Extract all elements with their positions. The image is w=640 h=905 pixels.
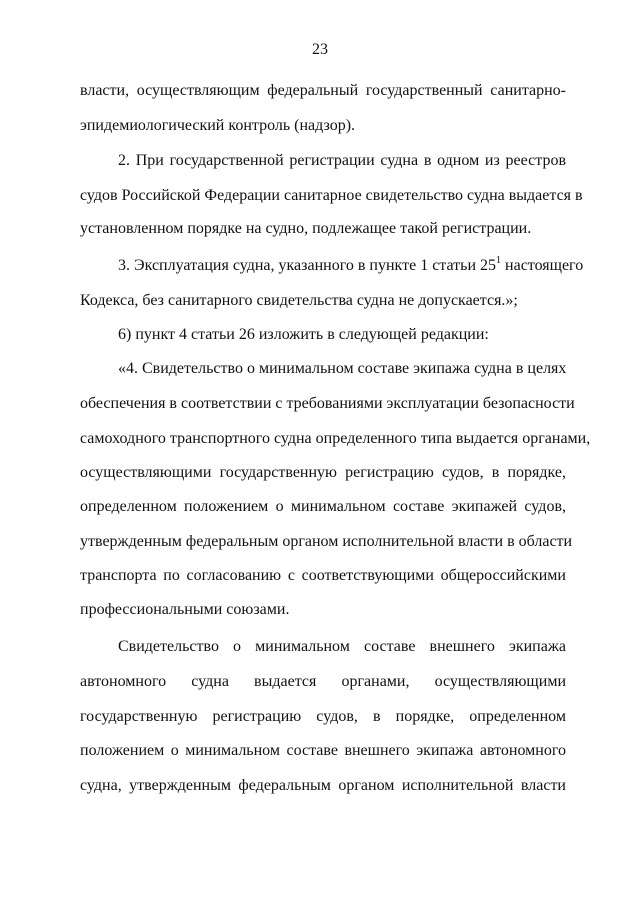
text-line: определенном положением о минимальном составе экипажей судов, (80, 498, 566, 515)
text-line: эпидемиологический контроль (надзор). (80, 117, 356, 134)
page-number: 23 (312, 41, 328, 58)
text-line: власти, осуществляющим федеральный государственный санитарно- (80, 82, 566, 99)
text-fragment: 3. Эксплуатация судна, указанного в пункте 1 статьи 25 (118, 257, 497, 274)
paragraph-first-line: 2. При государственной регистрации судна в одном из реестров (118, 152, 566, 169)
text-line: транспорта по согласованию с соответствующими общероссийскими (80, 567, 566, 584)
text-line: положением о минимальном составе внешнего экипажа автономного (80, 742, 566, 759)
text-line: установленном порядке на судно, подлежащее такой регистрации. (80, 220, 532, 237)
text-line: Кодекса, без санитарного свидетельства судна не допускается.»; (80, 292, 518, 309)
text-line: самоходного транспортного судна определенного типа выдается органами, (80, 430, 591, 447)
text-fragment: настоящего (501, 257, 584, 274)
text-line: судов Российской Федерации санитарное свидетельство судна выдается в (80, 187, 583, 204)
paragraph-first-line: 6) пункт 4 статьи 26 изложить в следующей редакции: (118, 326, 489, 343)
text-line: обеспечения в соответствии с требованиями эксплуатации безопасности (80, 395, 575, 412)
text-line: осуществляющими государственную регистрацию судов, в порядке, (80, 464, 566, 481)
paragraph-first-line (118, 255, 584, 276)
text-line: судна, утвержденным федеральным органом исполнительной власти (80, 777, 566, 794)
text-line: государственную регистрацию судов, в порядке, определенном (80, 708, 566, 725)
paragraph-first-line: «4. Свидетельство о минимальном составе экипажа судна в целях (118, 360, 567, 377)
superscript: 1 (496, 255, 502, 266)
text-line: автономного судна выдается органами, осуществляющими (80, 673, 566, 690)
text-line: профессиональными союзами. (80, 601, 290, 618)
text-line: утвержденным федеральным органом исполнительной власти в области (80, 533, 573, 550)
paragraph-first-line: Свидетельство о минимальном составе внешнего экипажа (118, 638, 566, 655)
